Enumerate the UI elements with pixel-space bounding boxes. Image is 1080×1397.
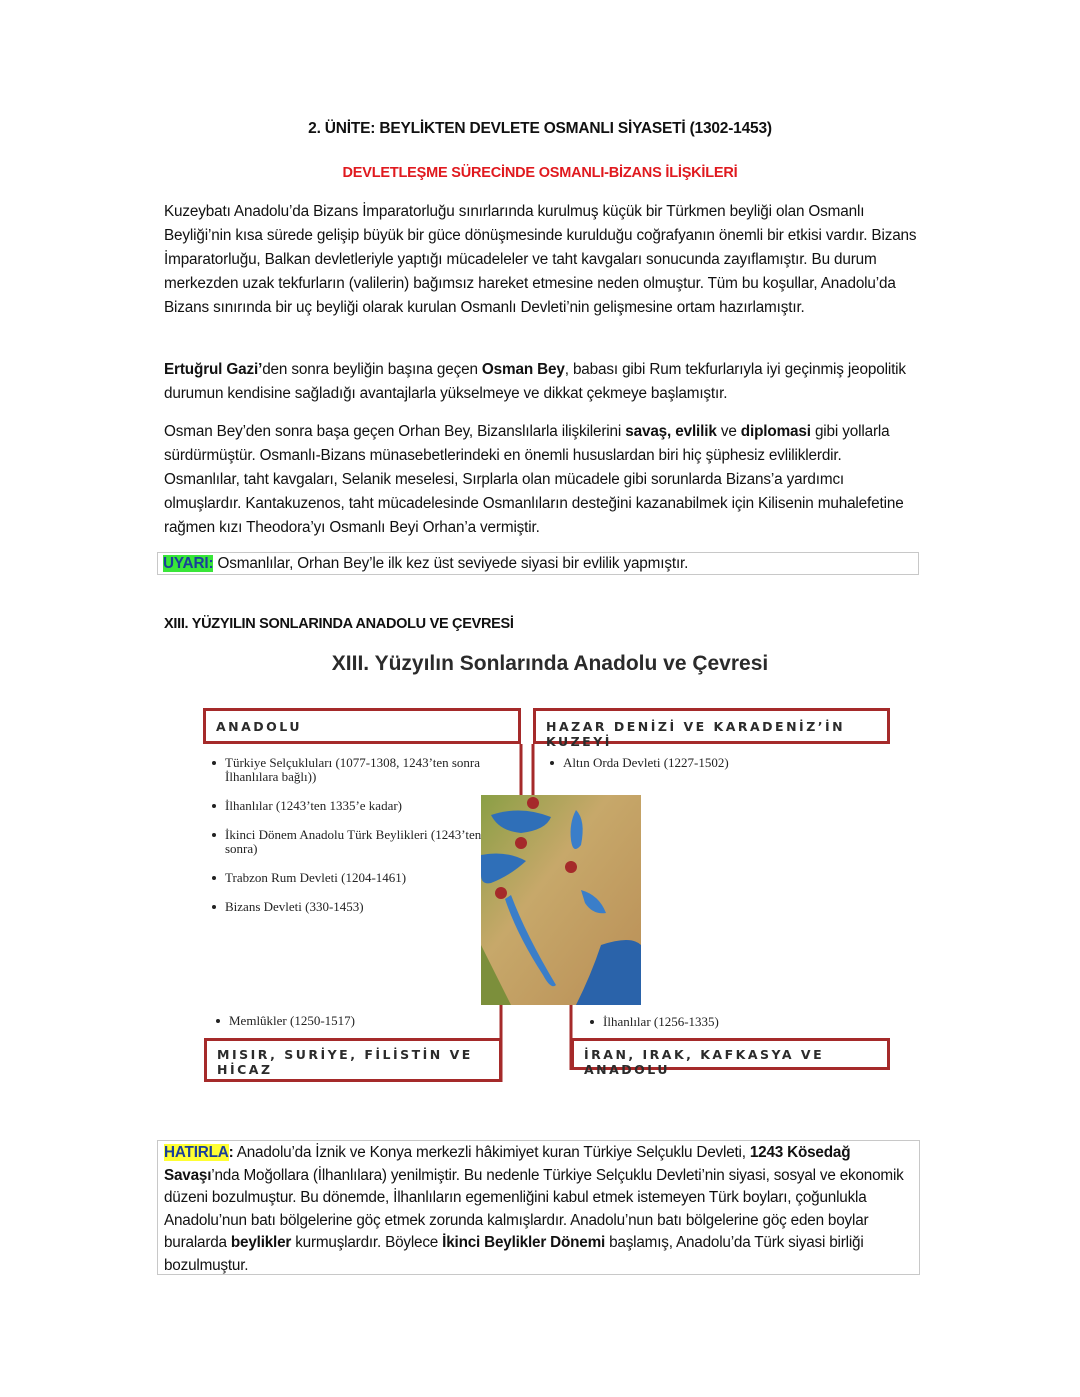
unit-title: 2. ÜNİTE: BEYLİKTEN DEVLETE OSMANLI SİYASETİ (1302-1453) [308, 120, 772, 137]
list-egypt [215, 1014, 495, 1028]
paragraph-geography: Kuzeybatı Anadolu’da Bizans İmparatorluğu sınırlarında kurulmuş küçük bir Türkmen beyliği olan Osmanlı Beyliği’nin kısa sürede gelişip büyük bir güce dönüşmesinde kurulduğu coğrafyanın önemli bir etkisi vardır. Bizans İmparatorluğu, Balkan devletleriyle yaptığı mücadeleler ve taht kavgaları sonucunda zayıflamıştır. Bu durum merkezden uzak tekfurların (valilerin) bağımsız hareket etmesine neden olmuştur. Tüm bu koşullar, Anadolu’da Bizans sınırında bir uç beyliği olarak kurulan Osmanlı Devleti’nin gelişmesine ortam hazırlamıştır. [164, 203, 917, 316]
list-north [549, 756, 849, 770]
map-marker-anadolu [515, 837, 527, 849]
list-item: İlhanlılar (1256-1335) [589, 1015, 869, 1029]
bold-kosedag: 1243 Kösedağ Savaşı [164, 1144, 851, 1184]
list-item: İkinci Dönem Anadolu Türk Beylikleri (1243’ten sonra) [211, 828, 501, 856]
list-item: Trabzon Rum Devleti (1204-1461) [211, 871, 501, 885]
warning-text: Osmanlılar, Orhan Bey’le ilk kez üst seviyede siyasi bir evlilik yapmıştır. [213, 555, 689, 572]
infographic-title: XIII. Yüzyılın Sonlarında Anadolu ve Çevresi [331, 652, 769, 675]
bold-savas-evlilik: savaş, evlilik [625, 423, 717, 440]
list-item: Memlûkler (1250-1517) [215, 1014, 495, 1028]
middle-east-map [481, 795, 641, 1005]
remember-label: HATIRLA [164, 1144, 229, 1161]
warning-box [157, 552, 919, 575]
region-box-north: HAZAR DENİZİ VE KARADENİZ’İN KUZEYİ [533, 708, 890, 744]
bold-osman: Osman Bey [481, 361, 565, 378]
section-title: DEVLETLEŞME SÜRECİNDE OSMANLI-BİZANS İLİŞKİLERİ [342, 165, 738, 181]
list-anadolu [211, 756, 501, 929]
subheading: XIII. YÜZYILIN SONLARINDA ANADOLU VE ÇEVRESİ [164, 616, 514, 632]
region-box-anadolu: ANADOLU [203, 708, 521, 744]
warning-label: UYARI: [163, 555, 214, 572]
list-iran [589, 1015, 869, 1029]
remember-box: HATIRLA: Anadolu’da İznik ve Konya merkezli hâkimiyet kuran Türkiye Selçuklu Devleti, 1243 Kösedağ Savaşı’nda Moğollara (İlhanlılara) yenilmiştir. Bu nedenle Türkiye Selçuklu Devleti’nin siyasi, sosyal ve ekonomik düzeni bozulmuştur. Bu dönemde, İlhanlıların egemenliğini kabul etmek istemeyen Türk boyları, çoğunlukla Anadolu’nun batı bölgelerine göç etmek zorunda kalmışlardır. Anadolu’nun batı bölgelerine göç eden boylar buralarda beylikler kurmuşlardır. Böylece İkinci Beylikler Dönemi başlamış, Anadolu’da Türk siyasi birliği bozulmuştur. [157, 1140, 920, 1275]
bold-diplomasi: diplomasi [740, 423, 811, 440]
region-box-iran: İRAN, IRAK, KAFKASYA VE ANADOLU [571, 1038, 890, 1070]
paragraph-orhan-bey: Osman Bey’den sonra başa geçen Orhan Bey, Bizanslılarla ilişkilerini savaş, evlilik ve diplomasi gibi yollarla sürdürmüştür. Osmanlı-Bizans münasebetlerindeki en önemli hususlardan biri hiç şüphesiz evliliklerdir. Osmanlılar, taht kavgaları, Selanik meselesi, Sırplarla olan mücadele gibi sorunlarda Bizans’a yardımcı olmuşlardır. Kantakuzenos, taht mücadelesinde Osmanlıların desteğini kazanabilmek için Kilisenin muhalefetine rağmen kızı Theodora’yı Osmanlı Beyi Orhan’a vermiştir. [164, 423, 904, 536]
map-marker-north [527, 797, 539, 809]
list-item: Altın Orda Devleti (1227-1502) [549, 756, 849, 770]
map-marker-iran [565, 861, 577, 873]
list-item: İlhanlılar (1243’ten 1335’e kadar) [211, 799, 501, 813]
list-item: Bizans Devleti (330-1453) [211, 900, 501, 914]
list-item: Türkiye Selçukluları (1077-1308, 1243’ten sonra İlhanlılara bağlı)) [211, 756, 501, 784]
bold-ikinci-beylikler: İkinci Beylikler Dönemi [442, 1234, 606, 1251]
paragraph-osman-bey: Ertuğrul Gazi’den sonra beyliğin başına geçen Osman Bey, babası gibi Rum tekfurlarıyla iyi geçinmiş jeopolitik durumun kendisine sağladığı avantajlarla yükselmeye ve dikkat çekmeye başlamıştır. [164, 361, 906, 402]
bold-ertugrul: Ertuğrul Gazi’ [164, 361, 263, 378]
region-box-egypt: MISIR, SURİYE, FİLİSTİN VE HİCAZ [204, 1038, 502, 1082]
bold-beylikler: beylikler [230, 1234, 292, 1251]
